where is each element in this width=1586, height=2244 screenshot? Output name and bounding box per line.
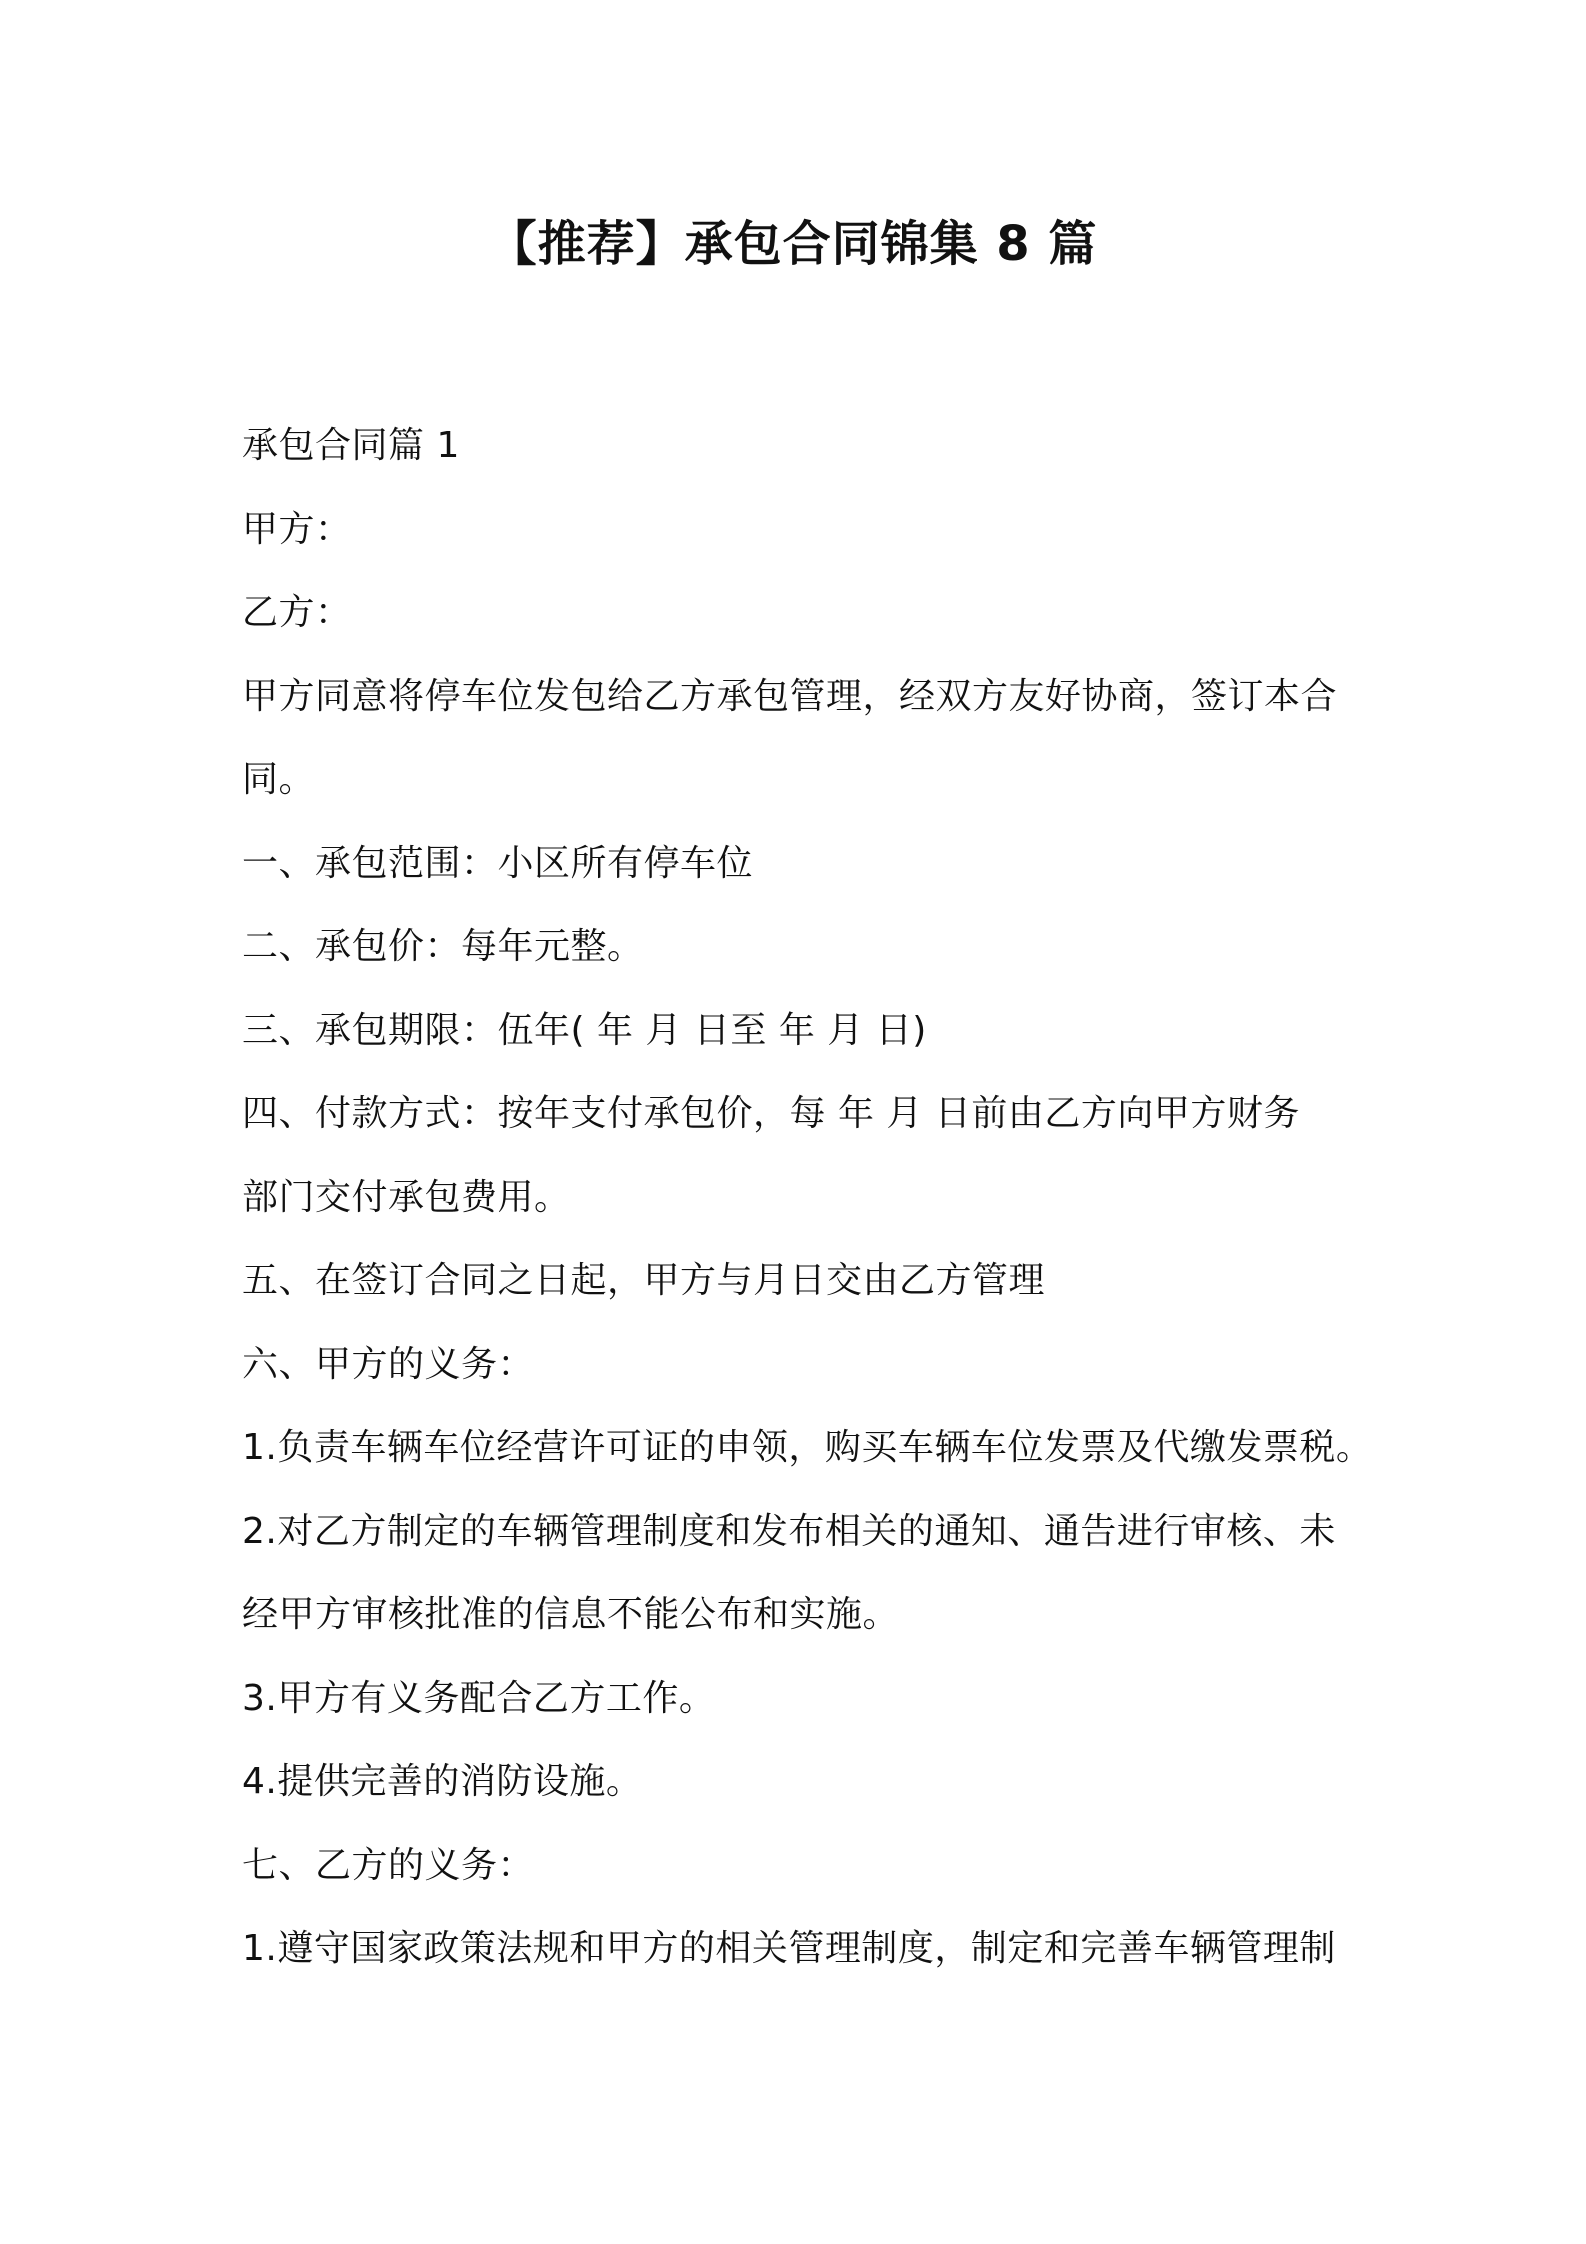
- section-heading: 承包合同篇 1: [242, 425, 460, 466]
- obligation-line: 1.负责车辆车位经营许可证的申领，购买车辆车位发票及代缴发票税。: [242, 1427, 1373, 1468]
- obligation-line: 经甲方审核批准的信息不能公布和实施。: [242, 1594, 900, 1635]
- clause-heading: 六、甲方的义务：: [242, 1343, 535, 1385]
- document-title: 【推荐】承包合同锦集 8 篇: [488, 216, 1098, 272]
- clause-line: 部门交付承包费用。: [242, 1176, 571, 1218]
- clause-line: 五、在签订合同之日起，甲方与月日交由乙方管理: [242, 1260, 1046, 1301]
- clause-line: 二、承包价：每年元整。: [242, 926, 644, 967]
- obligation-line: 4.提供完善的消防设施。: [242, 1761, 643, 1802]
- paragraph-line: 同。: [242, 759, 316, 800]
- obligation-line: 3.甲方有义务配合乙方工作。: [242, 1677, 716, 1719]
- party-a-line: 甲方：: [242, 508, 352, 550]
- document-body: [242, 404, 1386, 1991]
- clause-line: 一、承包范围：小区所有停车位: [242, 842, 754, 884]
- clause-line: 四、付款方式：按年支付承包价，每 年 月 日前由乙方向甲方财务: [242, 1093, 1300, 1134]
- obligation-line: 1.遵守国家政策法规和甲方的相关管理制度，制定和完善车辆管理制: [242, 1928, 1336, 1969]
- clause-line: 三、承包期限：伍年( 年 月 日至 年 月 日): [242, 1009, 927, 1051]
- paragraph-line: 甲方同意将停车位发包给乙方承包管理，经双方友好协商，签订本合: [242, 675, 1338, 717]
- obligation-line: 2.对乙方制定的车辆管理制度和发布相关的通知、通告进行审核、未: [242, 1510, 1336, 1552]
- party-b-line: 乙方：: [242, 592, 352, 633]
- clause-heading: 七、乙方的义务：: [242, 1844, 535, 1886]
